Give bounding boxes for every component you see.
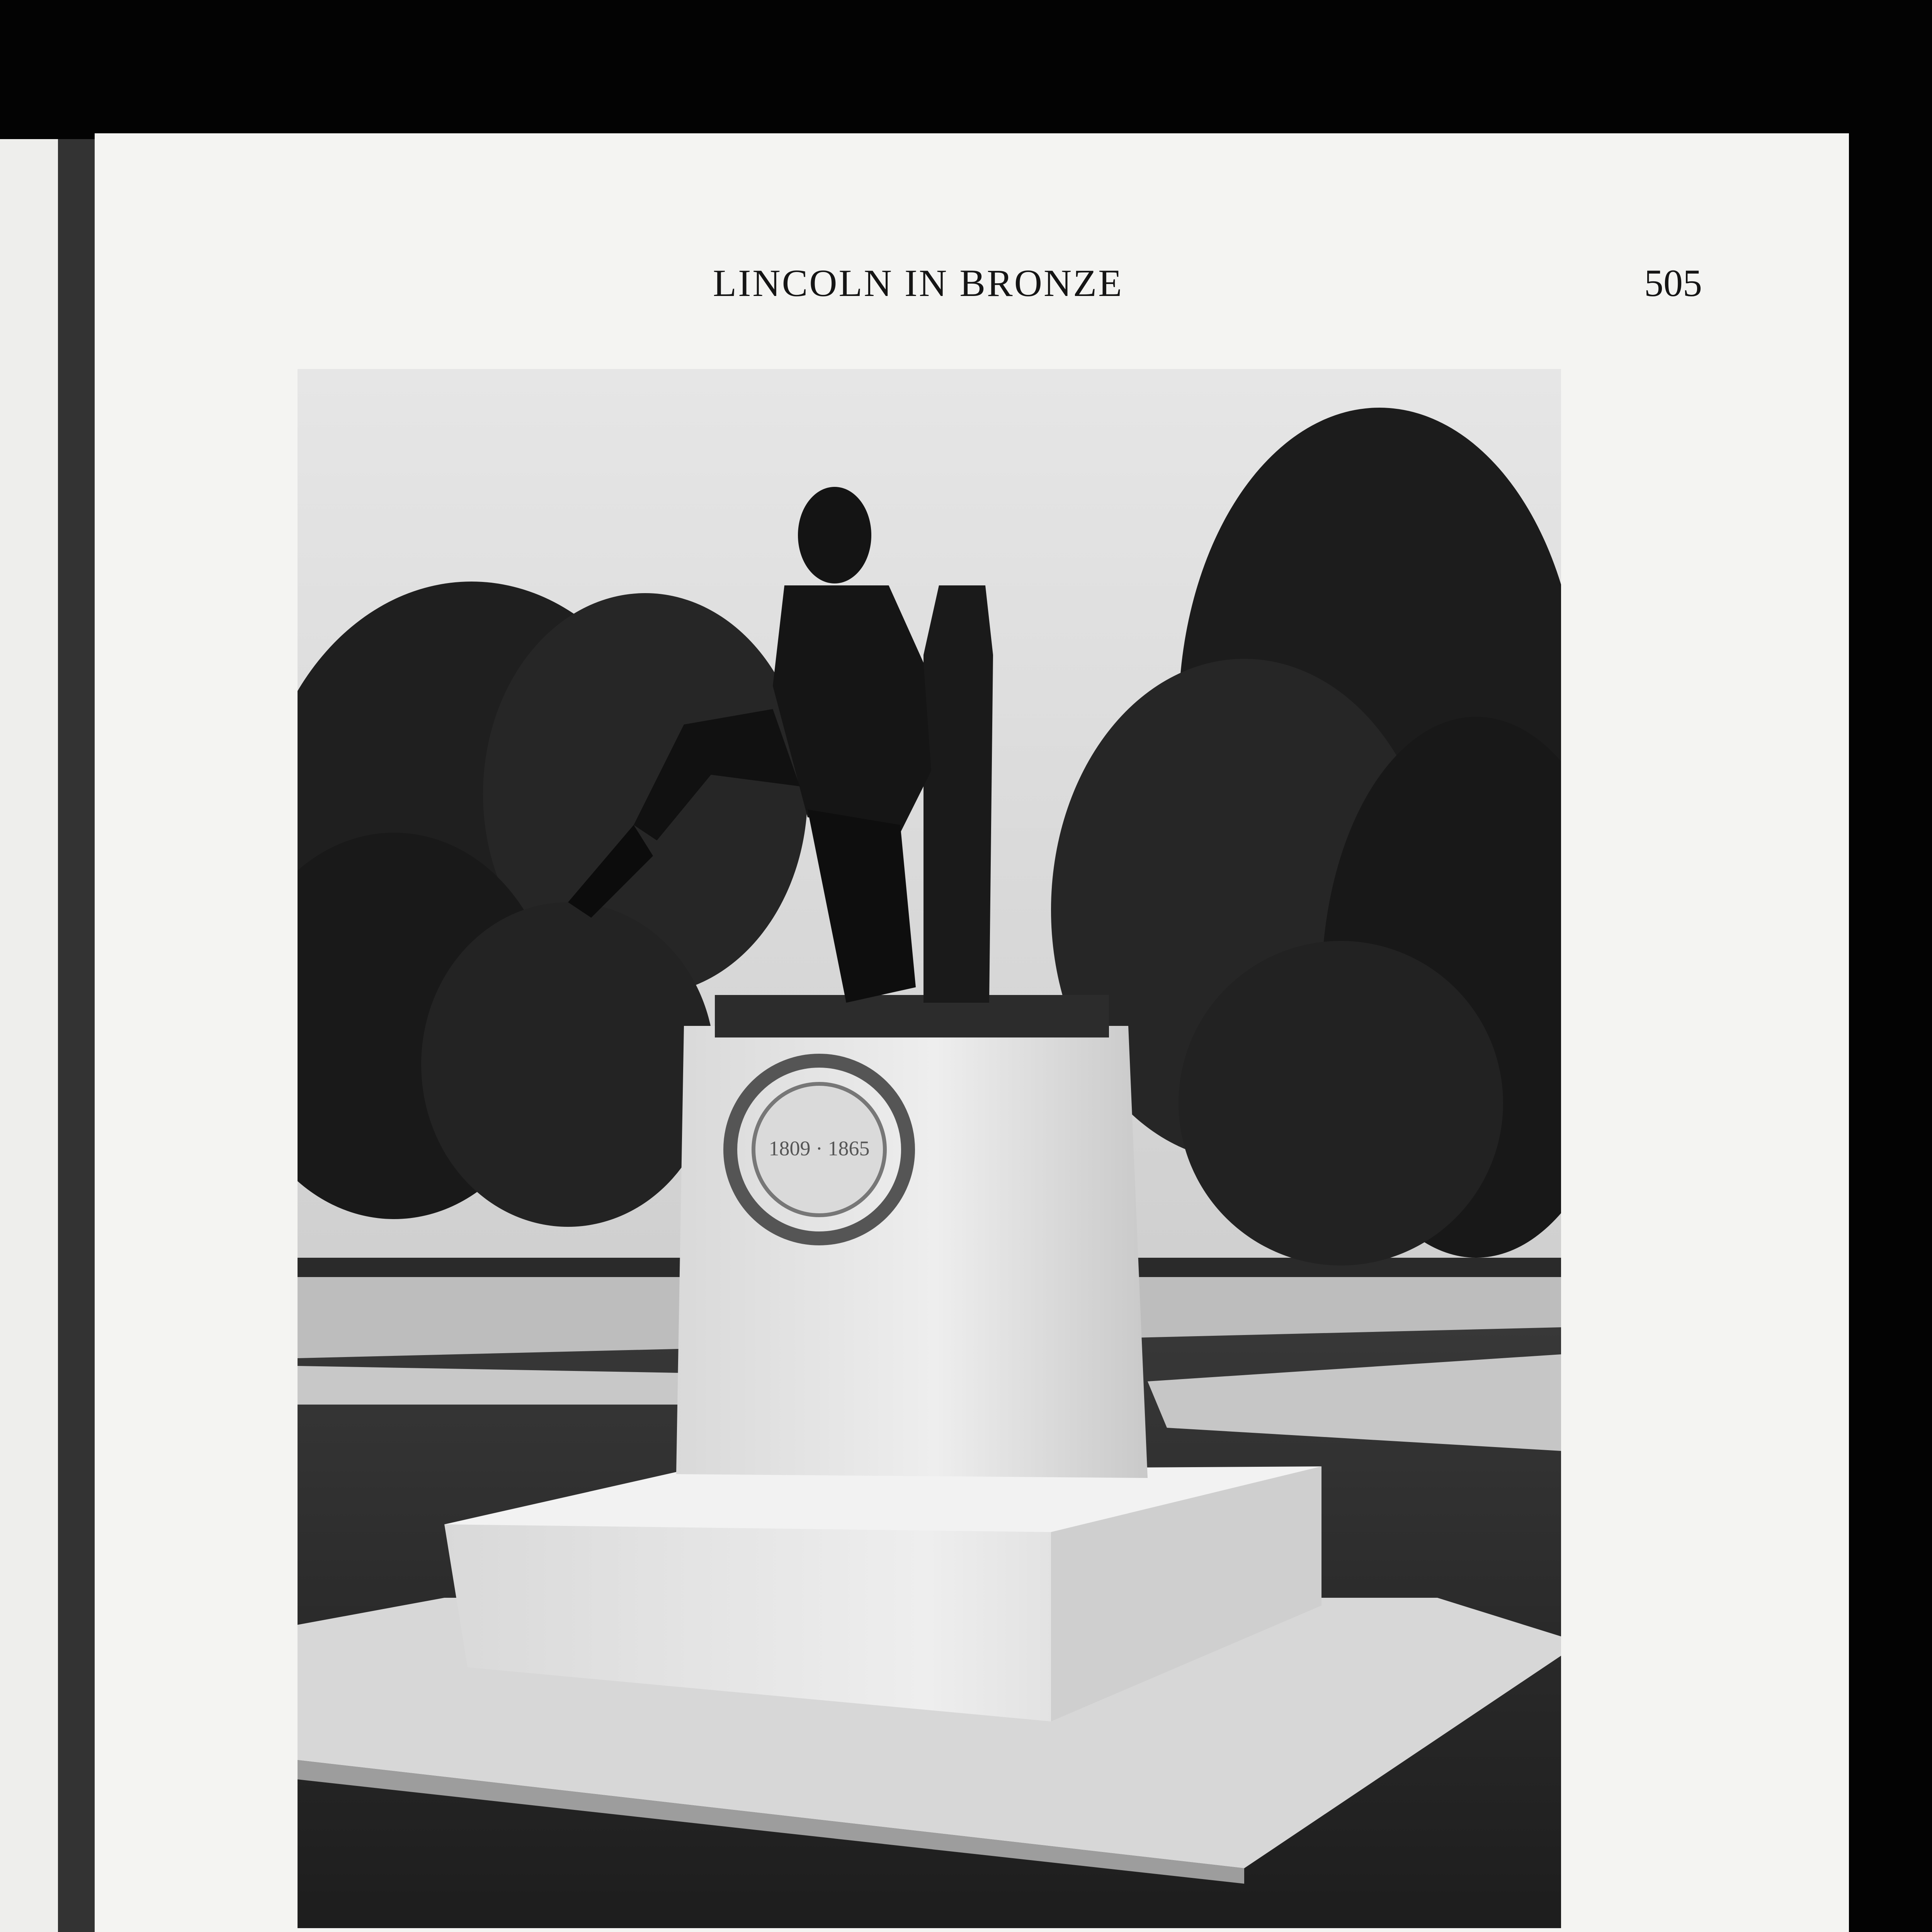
monument-photograph (298, 369, 1561, 1928)
monument-photo-illustration (298, 369, 1561, 1928)
pedestal-cap (715, 995, 1109, 1037)
medallion-inscription: 1809 · 1865 (769, 1137, 870, 1160)
pedestal-medallion (730, 1061, 908, 1238)
book-page (95, 133, 1849, 1932)
facing-page-edge (0, 139, 58, 1932)
page-number: 505 (1644, 262, 1702, 304)
chair (923, 585, 993, 1003)
running-title: LINCOLN IN BRONZE (713, 262, 1124, 304)
binding-gutter (58, 139, 95, 1932)
